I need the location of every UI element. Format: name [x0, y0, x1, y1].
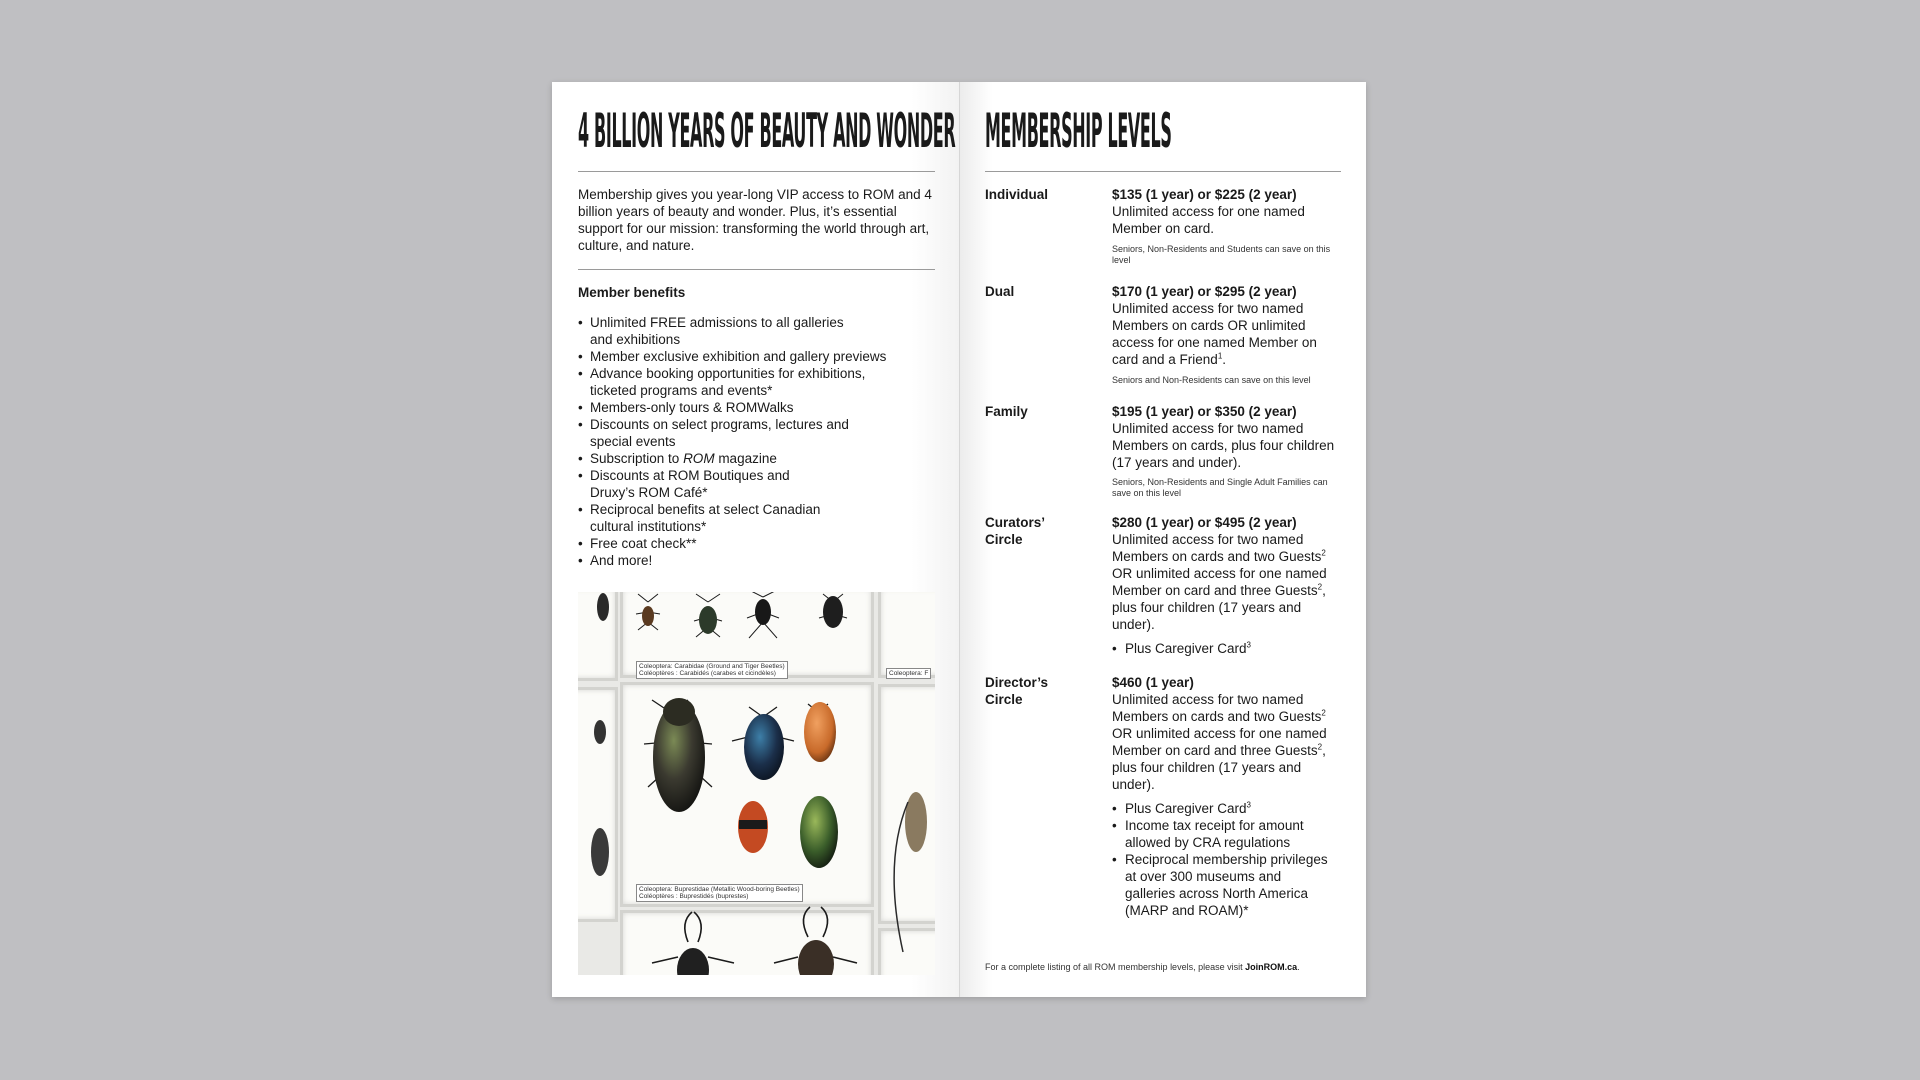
bullet-icon: • [578, 315, 583, 330]
level-name: Individual [985, 187, 1049, 202]
bullet-icon: • [578, 417, 583, 432]
intro-paragraph: Membership gives you year-long VIP access to ROM and 4 billion years of beauty and wonder. Plus, it’s essential support for our mission: transforming the world through art, culture, and nature. [578, 187, 932, 253]
level-name: Dual [985, 284, 1015, 299]
list-item: • Subscription to ROM magazine [578, 451, 777, 466]
bullet-icon: • [1112, 641, 1117, 656]
bullet-icon: • [578, 553, 583, 568]
right-headline: MEMBERSHIP LEVELS [985, 104, 1172, 159]
beetle-specimen-photo [578, 592, 935, 975]
benefits-list [578, 314, 935, 569]
left-headline: 4 BILLION YEARS OF BEAUTY AND WONDER [578, 104, 956, 159]
bullet-icon: • [578, 366, 583, 381]
level-name: Curators’ Circle [985, 515, 1046, 547]
level-note: Seniors, Non-Residents and Students can save on this level [1112, 244, 1331, 265]
specimen-label: Coleoptera: Buprestidae (Metallic Wood-boring Beetles) Coléoptères : Buprestidés (buprestes) [636, 884, 803, 902]
list-item: • Advance booking opportunities for exhibitions, ticketed programs and events* [578, 366, 866, 398]
level-curators-circle [985, 514, 1341, 657]
bullet-icon: • [578, 536, 583, 551]
list-item: • Discounts at ROM Boutiques and Druxy’s ROM Café* [578, 468, 790, 500]
list-item: • Member exclusive exhibition and gallery previews [578, 349, 887, 364]
bullet-icon: • [1112, 818, 1117, 833]
benefits-title: Member benefits [578, 285, 686, 300]
level-note: Seniors, Non-Residents and Single Adult Families can save on this level [1112, 477, 1328, 498]
footer-note: For a complete listing of all ROM membership levels, please visit JoinROM.ca. [985, 962, 1300, 972]
level-price: $460 (1 year) [1112, 675, 1194, 690]
bullet-icon: • [578, 502, 583, 517]
level-dual [985, 283, 1341, 386]
list-item: • Free coat check** [578, 536, 697, 551]
level-description: Unlimited access for two named Members on cards and two Guests$^2$ OR unlimited access for one named Member on card and three Guests$^2$, plus four children (17 years and under). [1112, 532, 1327, 632]
level-price: $195 (1 year) or $350 (2 year) [1112, 404, 1297, 419]
level-description: Unlimited access for one named Member on card. [1112, 204, 1305, 236]
beetles-illustration [578, 592, 935, 975]
level-directors-circle [985, 674, 1341, 919]
membership-levels [985, 186, 1341, 919]
divider [578, 269, 935, 270]
brochure-spread [552, 82, 1366, 997]
level-perks [1112, 640, 1341, 657]
level-name: Family [985, 404, 1028, 419]
list-item: • Plus Caregiver Card$^3$ [1112, 640, 1251, 656]
level-perks [1112, 800, 1332, 919]
bullet-icon: • [578, 349, 583, 364]
divider [578, 171, 935, 172]
list-item: • Reciprocal membership privileges at over 300 museums and galleries across North America (MARP and ROAM)* [1112, 852, 1328, 918]
list-item: • Plus Caregiver Card$^3$ [1112, 800, 1251, 816]
level-price: $135 (1 year) or $225 (2 year) [1112, 187, 1297, 202]
list-item: • Unlimited FREE admissions to all galleries and exhibitions [578, 315, 844, 347]
list-item: • Reciprocal benefits at select Canadian cultural institutions* [578, 502, 821, 534]
bullet-icon: • [578, 451, 583, 466]
list-item: • Members-only tours & ROMWalks [578, 400, 794, 415]
specimen-label: Coleoptera: F [886, 668, 931, 679]
joinrom-link[interactable]: JoinROM.ca [1245, 962, 1298, 972]
specimen-label: Coleoptera: Carabidae (Ground and Tiger Beetles) Coléoptères : Carabidés (carabes et cicindèles) [636, 661, 788, 679]
level-price: $170 (1 year) or $295 (2 year) [1112, 284, 1297, 299]
level-price: $280 (1 year) or $495 (2 year) [1112, 515, 1297, 530]
bullet-icon: • [578, 400, 583, 415]
level-note: Seniors and Non-Residents can save on this level [1112, 375, 1311, 385]
level-description: Unlimited access for two named Members on cards OR unlimited access for one named Member on card and a Friend$^1$. [1112, 301, 1317, 367]
list-item: • Income tax receipt for amount allowed by CRA regulations [1112, 818, 1304, 850]
level-family [985, 403, 1341, 499]
level-description: Unlimited access for two named Members on cards, plus four children (17 years and under). [1112, 421, 1335, 470]
divider [985, 171, 1341, 172]
left-page [552, 82, 960, 997]
bullet-icon: • [578, 468, 583, 483]
bullet-icon: • [1112, 852, 1117, 867]
bullet-icon: • [1112, 801, 1117, 816]
right-page [960, 82, 1366, 997]
level-description: Unlimited access for two named Members on cards and two Guests$^2$ OR unlimited access for one named Member on card and three Guests$^2$, plus four children (17 years and under). [1112, 692, 1327, 792]
list-item: • And more! [578, 553, 653, 568]
level-name: Director’s Circle [985, 675, 1049, 707]
level-individual [985, 186, 1341, 266]
list-item: • Discounts on select programs, lectures and special events [578, 417, 849, 449]
